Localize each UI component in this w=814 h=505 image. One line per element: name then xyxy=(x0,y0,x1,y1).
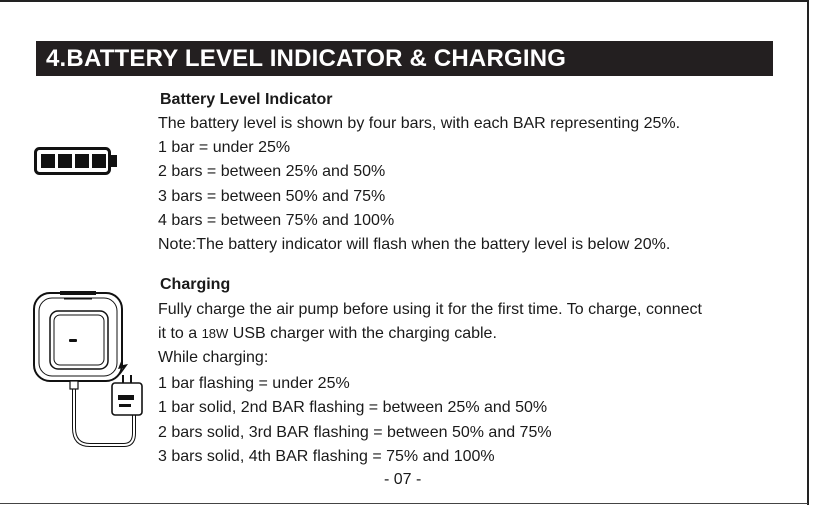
section-title: 4.BATTERY LEVEL INDICATOR & CHARGING xyxy=(36,41,773,76)
charging-state-3: 2 bars solid, 3rd BAR flashing = between 50% and 75% xyxy=(158,424,552,441)
charging-line-1: Fully charge the air pump before using it for the first time. To charge, connect xyxy=(158,301,702,318)
while-charging-label: While charging: xyxy=(158,349,269,366)
battery-level-1: 1 bar = under 25% xyxy=(158,139,291,156)
battery-intro: The battery level is shown by four bars, with each BAR representing 25%. xyxy=(158,115,681,132)
charging-line-2-pre: it to a xyxy=(158,325,202,342)
charging-line-2-post: USB charger with the charging cable. xyxy=(228,325,497,342)
charging-state-1: 1 bar flashing = under 25% xyxy=(158,375,350,392)
charging-state-4: 3 bars solid, 4th BAR flashing = 75% and 100% xyxy=(158,448,495,465)
page-border-right xyxy=(807,0,809,505)
charging-heading: Charging xyxy=(160,276,231,293)
charging-line-2 xyxy=(158,323,497,345)
battery-level-3: 3 bars = between 50% and 75% xyxy=(158,188,386,205)
page-number: - 07 - xyxy=(384,471,422,488)
battery-note: Note:The battery indicator will flash when the battery level is below 20%. xyxy=(158,236,671,253)
battery-level-2: 2 bars = between 25% and 50% xyxy=(158,163,386,180)
charger-wattage: 18W xyxy=(201,326,229,341)
page-border-bottom xyxy=(0,503,808,504)
battery-heading: Battery Level Indicator xyxy=(160,91,333,108)
battery-level-4: 4 bars = between 75% and 100% xyxy=(158,212,395,229)
battery-full-icon xyxy=(34,147,120,180)
charging-state-2: 1 bar solid, 2nd BAR flashing = between 25% and 50% xyxy=(158,399,548,416)
page-border-top xyxy=(0,0,808,2)
air-pump-charging-illustration xyxy=(30,283,150,466)
